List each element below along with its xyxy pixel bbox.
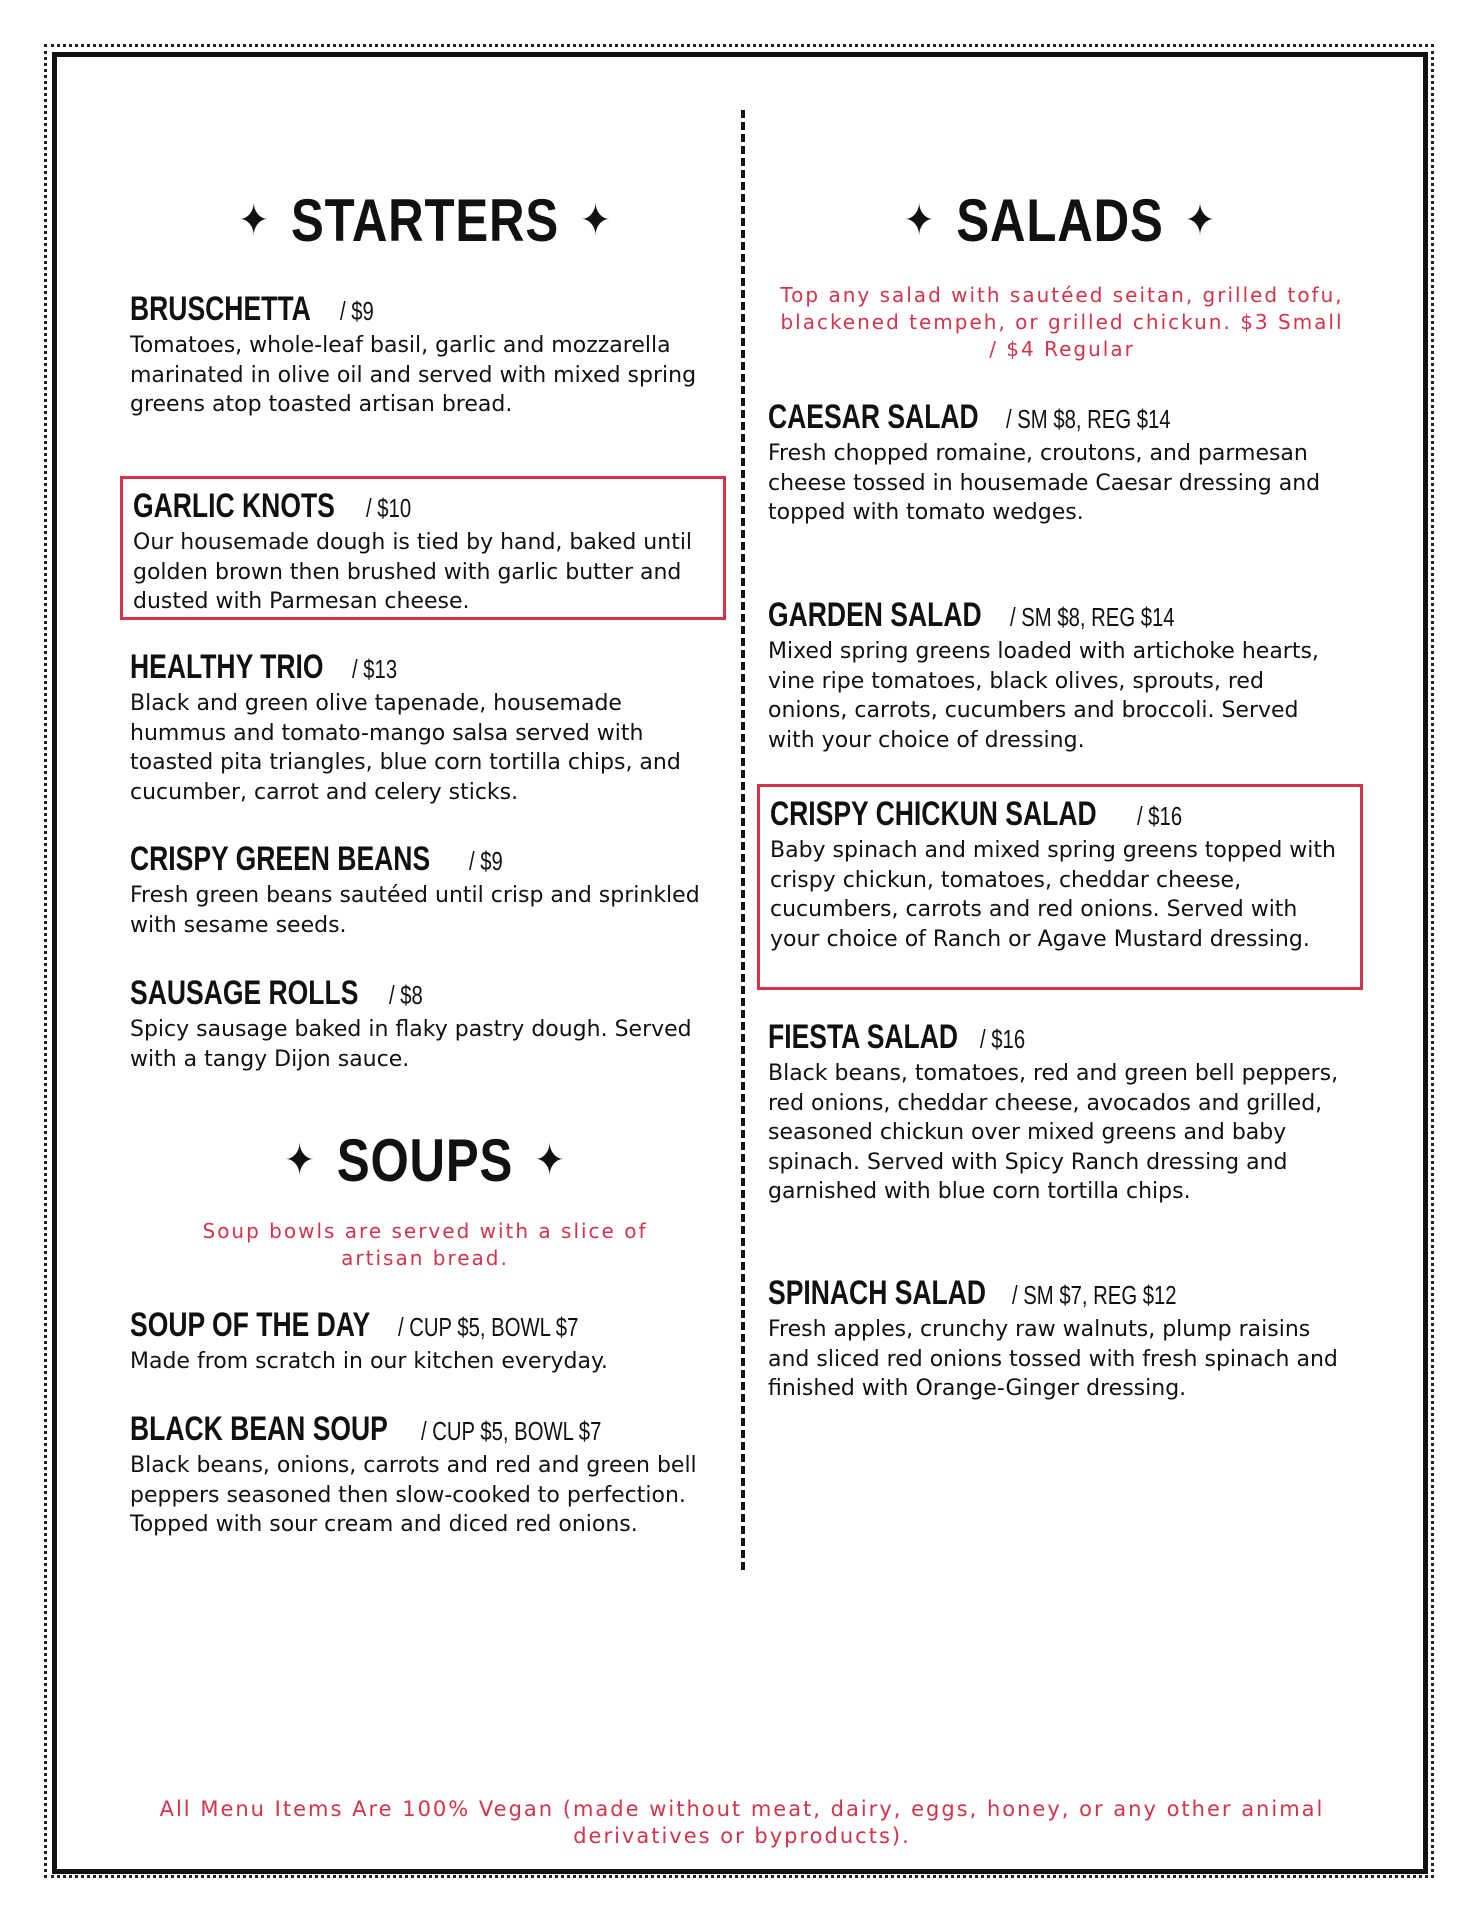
menu-item-garden-salad <box>768 596 1348 755</box>
menu-item-caesar-salad <box>768 398 1348 528</box>
menu-item-crispy-green-beans <box>130 840 700 940</box>
item-description: Tomatoes, whole-leaf basil, garlic and mozzarella marinated in olive oil and served with mixed spring greens atop toasted artisan bread. <box>130 333 697 417</box>
item-description: Fresh apples, crunchy raw walnuts, plump raisins and sliced red onions tossed with fresh spinach and finished with Orange-Ginger dressing. <box>768 1317 1338 1401</box>
item-description: Black beans, onions, carrots and red and green bell peppers seasoned then slow-cooked to perfection. Topped with sour cream and diced red onions. <box>130 1453 697 1537</box>
menu-item-healthy-trio <box>130 648 700 807</box>
item-price: / $16 <box>1136 801 1182 831</box>
item-description: Fresh chopped romaine, croutons, and parmesan cheese tossed in housemade Caesar dressing and topped with tomato wedges. <box>768 441 1321 525</box>
item-price: / SM $8, REG $14 <box>1009 602 1175 632</box>
menu-item-sausage-rolls <box>130 974 700 1074</box>
item-name: SOUP OF THE DAY <box>130 1306 371 1344</box>
item-description: Black beans, tomatoes, red and green bell peppers, red onions, cheddar cheese, avocados and grilled, seasoned chickun over mixed greens and baby spinach. Served with Spicy Ranch dressing and garnished with blue corn tortilla chips. <box>768 1061 1339 1204</box>
menu-item-fiesta-salad <box>768 1018 1348 1207</box>
menu-item-black-bean-soup <box>130 1410 700 1540</box>
item-name: CRISPY GREEN BEANS <box>130 840 431 878</box>
item-description: Spicy sausage baked in flaky pastry dough. Served with a tangy Dijon sauce. <box>130 1017 692 1072</box>
sparkle-icon: ✦ <box>534 1135 566 1186</box>
menu-item-crispy-chickun-salad <box>757 784 1363 990</box>
menu-item-bruschetta <box>130 290 700 420</box>
starters-heading <box>238 186 612 255</box>
salads-title: SALADS <box>956 187 1164 254</box>
item-price: / SM $7, REG $12 <box>1011 1280 1177 1310</box>
item-price: / $9 <box>468 846 503 876</box>
item-name: HEALTHY TRIO <box>130 648 324 686</box>
item-name: SPINACH SALAD <box>768 1274 987 1312</box>
item-name: BLACK BEAN SOUP <box>130 1410 388 1448</box>
sparkle-icon: ✦ <box>580 195 612 246</box>
item-price: / $9 <box>339 296 374 326</box>
vegan-footer-note: All Menu Items Are 100% Vegan (made without meat, dairy, eggs, honey, or any other animal derivatives or byproducts). <box>159 1797 1325 1848</box>
soups-title: SOUPS <box>336 1127 514 1194</box>
item-name: BRUSCHETTA <box>130 290 311 328</box>
menu-item-garlic-knots <box>120 476 726 620</box>
item-name: GARLIC KNOTS <box>133 487 335 525</box>
salads-heading <box>904 186 1216 255</box>
item-name: CAESAR SALAD <box>768 398 979 436</box>
soups-heading <box>284 1126 566 1195</box>
item-price: / $8 <box>388 980 423 1010</box>
sparkle-icon: ✦ <box>238 195 270 246</box>
starters-title: STARTERS <box>290 187 560 254</box>
item-price: / CUP $5, BOWL $7 <box>420 1416 601 1446</box>
item-name: FIESTA SALAD <box>768 1018 959 1056</box>
menu-item-soup-of-the-day <box>130 1306 700 1377</box>
item-price: / SM $8, REG $14 <box>1006 404 1171 434</box>
sparkle-icon: ✦ <box>284 1135 316 1186</box>
item-price: / CUP $5, BOWL $7 <box>397 1312 579 1342</box>
item-price: / $13 <box>352 654 398 684</box>
item-description: Made from scratch in our kitchen everyday. <box>130 1349 608 1374</box>
sparkle-icon: ✦ <box>1184 195 1216 246</box>
item-description: Mixed spring greens loaded with artichoke hearts, vine ripe tomatoes, black olives, sprouts, red onions, carrots, cucumbers and broccoli. Served with your choice of dressing. <box>768 639 1319 753</box>
item-description: Our housemade dough is tied by hand, baked until golden brown then brushed with garlic butter and dusted with Parmesan cheese. <box>133 530 693 614</box>
soups-note: Soup bowls are served with a slice of artisan bread. <box>202 1219 648 1270</box>
item-description: Black and green olive tapenade, housemade hummus and tomato-mango salsa served with toasted pita triangles, blue corn tortilla chips, and cucumber, carrot and celery sticks. <box>130 691 681 805</box>
item-description: Fresh green beans sautéed until crisp and sprinkled with sesame seeds. <box>130 883 700 938</box>
item-name: GARDEN SALAD <box>768 596 982 634</box>
item-price: / $16 <box>979 1024 1025 1054</box>
sparkle-icon: ✦ <box>904 195 936 246</box>
salads-note: Top any salad with sautéed seitan, grilled tofu, blackened tempeh, or grilled chickun. $3 Small / $4 Regular <box>780 283 1344 361</box>
item-name: SAUSAGE ROLLS <box>130 974 359 1012</box>
item-description: Baby spinach and mixed spring greens topped with crispy chickun, tomatoes, cheddar cheese, cucumbers, carrots and red onions. Served with your choice of Ranch or Agave Mustard dressing. <box>770 838 1336 952</box>
menu-item-spinach-salad <box>768 1274 1348 1404</box>
item-name: CRISPY CHICKUN SALAD <box>770 795 1097 833</box>
item-price: / $10 <box>365 493 411 523</box>
column-divider <box>741 110 745 1570</box>
